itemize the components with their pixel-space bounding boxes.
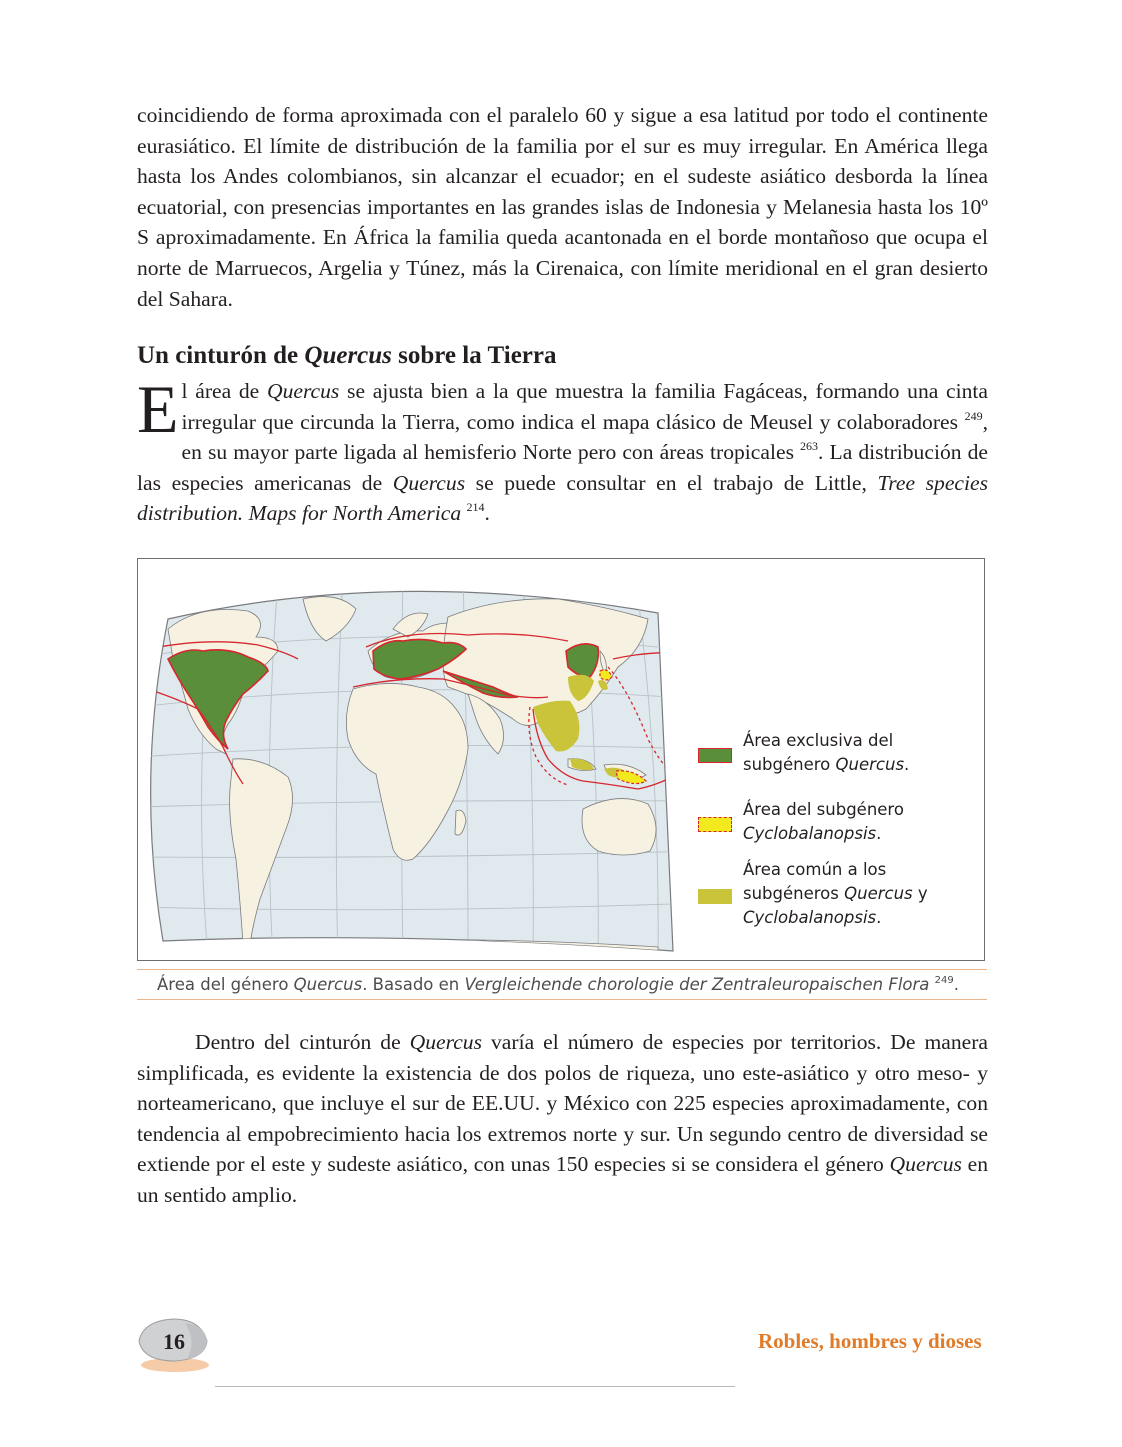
p2-text-a: l área de — [181, 379, 267, 403]
p3-text-a: Dentro del cinturón de — [195, 1030, 410, 1054]
legend-1-end: . — [904, 755, 910, 774]
p3-italic-quercus: Quercus — [409, 1030, 483, 1054]
p3-text-e: en un sentido amplio. — [137, 1152, 989, 1207]
caption-reference: 249 — [934, 975, 954, 986]
legend-swatch-quercus — [698, 748, 732, 763]
legend-swatch-common — [698, 889, 732, 904]
drop-cap: E — [137, 371, 179, 447]
p3-text-c: varía el número de especies por territorios. De manera simplificada, es evidente la existencia de dos polos de riqueza, uno este-asiático y otro meso- y norteamericano, que incluye el sur de EE.UU. y México con 225 especies aproximadamente, con tendencia al empobrecimiento hacia los extremos norte y sur. Un segundo centro de diversidad se extiende por el este y sudeste asiático, con unas 150 especies si se considera el género — [137, 1030, 988, 1177]
p2-italic-quercus-2: Quercus — [392, 470, 466, 495]
heading-prefix: Un cinturón de — [137, 342, 305, 369]
heading-italic: Quercus — [304, 342, 392, 369]
legend-3-text: Área común a los subgéneros — [743, 860, 887, 903]
legend-item-common — [743, 858, 973, 930]
body-paragraph-2 — [137, 371, 989, 529]
paragraph-1-text: coincidiendo de forma aproximada con el paralelo 60 y sigue a esa latitud por todo el continente eurasiático. El límite de distribución de la familia por el sur es muy irregular. En América llega hasta los Andes colombianos, sin alcanzar el ecuador; en el sudeste asiático desborda la línea ecuatorial, con presencias importantes en las grandes islas de Indonesia y Melanesia hasta los 10º S aproximadamente. En África la familia queda acantonada en el borde montañoso que ocupa el norte de Marruecos, Argelia y Túnez, más la Cirenaica, con límite meridional en el gran desierto del Sahara. — [137, 103, 988, 311]
legend-swatch-cyclobalanopsis — [698, 817, 732, 832]
caption-rule-bottom — [137, 999, 987, 1000]
caption-italic-quercus: Quercus — [293, 975, 363, 994]
legend-item-quercus — [743, 729, 973, 777]
legend-1-text: Área exclusiva del subgénero — [743, 731, 894, 774]
footer-rule — [215, 1386, 735, 1387]
p2-text-c: se ajusta bien a la que muestra la familia Fagáceas, formando una cinta irregular que circunda la Tierra, como indica el mapa clásico de Meusel y colaboradores — [181, 379, 988, 434]
caption-text-a: Área del género — [157, 975, 294, 994]
legend-3-italic-2: Cyclobalanopsis — [743, 908, 877, 927]
legend-1-italic: Quercus — [835, 755, 905, 774]
caption-text-f: . — [953, 975, 959, 994]
body-paragraph-1 — [137, 100, 988, 314]
legend-2-text: Área del subgénero — [743, 800, 904, 819]
map-figure — [137, 558, 985, 961]
p2-text-j: . — [484, 501, 490, 526]
legend-2-italic: Cyclobalanopsis — [743, 824, 877, 843]
p2-italic-title: Tree species distribution. Maps for North America — [137, 470, 989, 526]
caption-text-c: . Basado en — [362, 975, 465, 994]
caption-italic-source: Vergleichende chorologie der Zentraleuropaischen Flora — [464, 975, 930, 994]
reference-214: 214 — [466, 500, 485, 515]
legend-3-italic-1: Quercus — [844, 884, 913, 903]
reference-263: 263 — [800, 439, 819, 454]
p2-text-d: , en su mayor parte ligada al hemisferio Norte pero con áreas tropicales — [181, 409, 988, 465]
page-number: 16 — [163, 1329, 185, 1354]
legend-3-end: . — [876, 908, 882, 927]
reference-249: 249 — [964, 408, 983, 423]
section-heading — [137, 340, 556, 372]
body-paragraph-3 — [137, 1027, 988, 1211]
running-title: Robles, hombres y dioses — [758, 1329, 982, 1353]
heading-suffix: sobre la Tierra — [391, 342, 557, 369]
p2-text-g: se puede consultar en el trabajo de Little, — [465, 470, 878, 495]
legend-2-end: . — [876, 824, 882, 843]
figure-caption — [157, 972, 977, 998]
p3-italic-quercus-2: Quercus — [889, 1152, 962, 1177]
caption-rule-top — [137, 969, 987, 970]
p2-text-e: . La distribución de las especies americanas de — [137, 440, 988, 495]
legend-item-cyclobalanopsis — [743, 798, 973, 846]
legend-3-mid: y — [912, 884, 928, 903]
p2-italic-quercus: Quercus — [266, 379, 340, 403]
